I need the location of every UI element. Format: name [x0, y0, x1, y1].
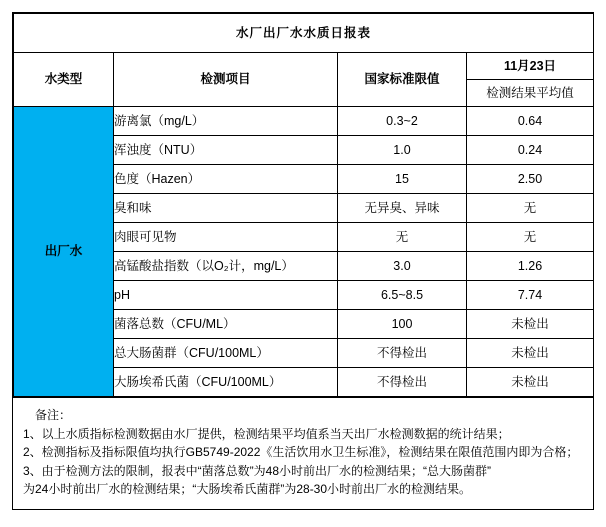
notes-section	[12, 398, 594, 510]
test-item-name: 大肠埃希氏菌（CFU/100ML）	[114, 368, 338, 397]
table-header-row	[14, 53, 594, 80]
national-limit-value: 3.0	[338, 252, 467, 281]
result-value: 0.24	[467, 136, 594, 165]
test-item-name: 肉眼可见物	[114, 223, 338, 252]
national-limit-value: 1.0	[338, 136, 467, 165]
result-value: 未检出	[467, 339, 594, 368]
result-value: 未检出	[467, 310, 594, 339]
result-value: 无	[467, 223, 594, 252]
header-date: 11月23日	[467, 53, 594, 80]
test-item-name: 总大肠菌群（CFU/100ML）	[114, 339, 338, 368]
test-item-name: 菌落总数（CFU/ML）	[114, 310, 338, 339]
page-title: 水厂出厂水水质日报表	[14, 14, 594, 53]
header-national-limit: 国家标准限值	[338, 53, 467, 107]
notes-line: 1、以上水质指标检测数据由水厂提供，检测结果平均值系当天出厂水检测数据的统计结果；	[23, 426, 510, 441]
test-item-name: pH	[114, 281, 338, 310]
water-type-value: 出厂水	[14, 107, 114, 397]
national-limit-value: 无	[338, 223, 467, 252]
notes-line: 3、由于检测方法的限制，报表中“菌落总数”为48小时前出厂水的检测结果；“总大肠菌群”	[23, 463, 492, 478]
test-item-name: 臭和味	[114, 194, 338, 223]
national-limit-value: 不得检出	[338, 339, 467, 368]
result-value: 未检出	[467, 368, 594, 397]
national-limit-value: 15	[338, 165, 467, 194]
header-water-type: 水类型	[14, 53, 114, 107]
report-container	[12, 12, 594, 398]
notes-label: 备注：	[35, 408, 72, 422]
result-value: 0.64	[467, 107, 594, 136]
header-test-item: 检测项目	[114, 53, 338, 107]
test-item-name: 色度（Hazen）	[114, 165, 338, 194]
national-limit-value: 无异臭、异味	[338, 194, 467, 223]
table-title-row	[14, 14, 594, 53]
national-limit-value: 100	[338, 310, 467, 339]
notes-line: 2、检测指标及指标限值均执行GB5749-2022《生活饮用水卫生标准》，检测结果在限值范围内即为合格；	[23, 445, 579, 460]
national-limit-value: 不得检出	[338, 368, 467, 397]
water-quality-table	[13, 13, 594, 397]
header-result-average: 检测结果平均值	[467, 80, 594, 107]
national-limit-value: 6.5~8.5	[338, 281, 467, 310]
result-value: 1.26	[467, 252, 594, 281]
test-item-name: 游离氯（mg/L）	[114, 107, 338, 136]
result-value: 无	[467, 194, 594, 223]
test-item-name: 浑浊度（NTU）	[114, 136, 338, 165]
test-item-name: 高锰酸盐指数（以O₂计，mg/L）	[114, 252, 338, 281]
result-value: 7.74	[467, 281, 594, 310]
notes-line: 为24小时前出厂水的检测结果；“大肠埃希氏菌群”为28-30小时前出厂水的检测结果。	[23, 482, 472, 497]
national-limit-value: 0.3~2	[338, 107, 467, 136]
table-row	[14, 107, 594, 136]
result-value: 2.50	[467, 165, 594, 194]
